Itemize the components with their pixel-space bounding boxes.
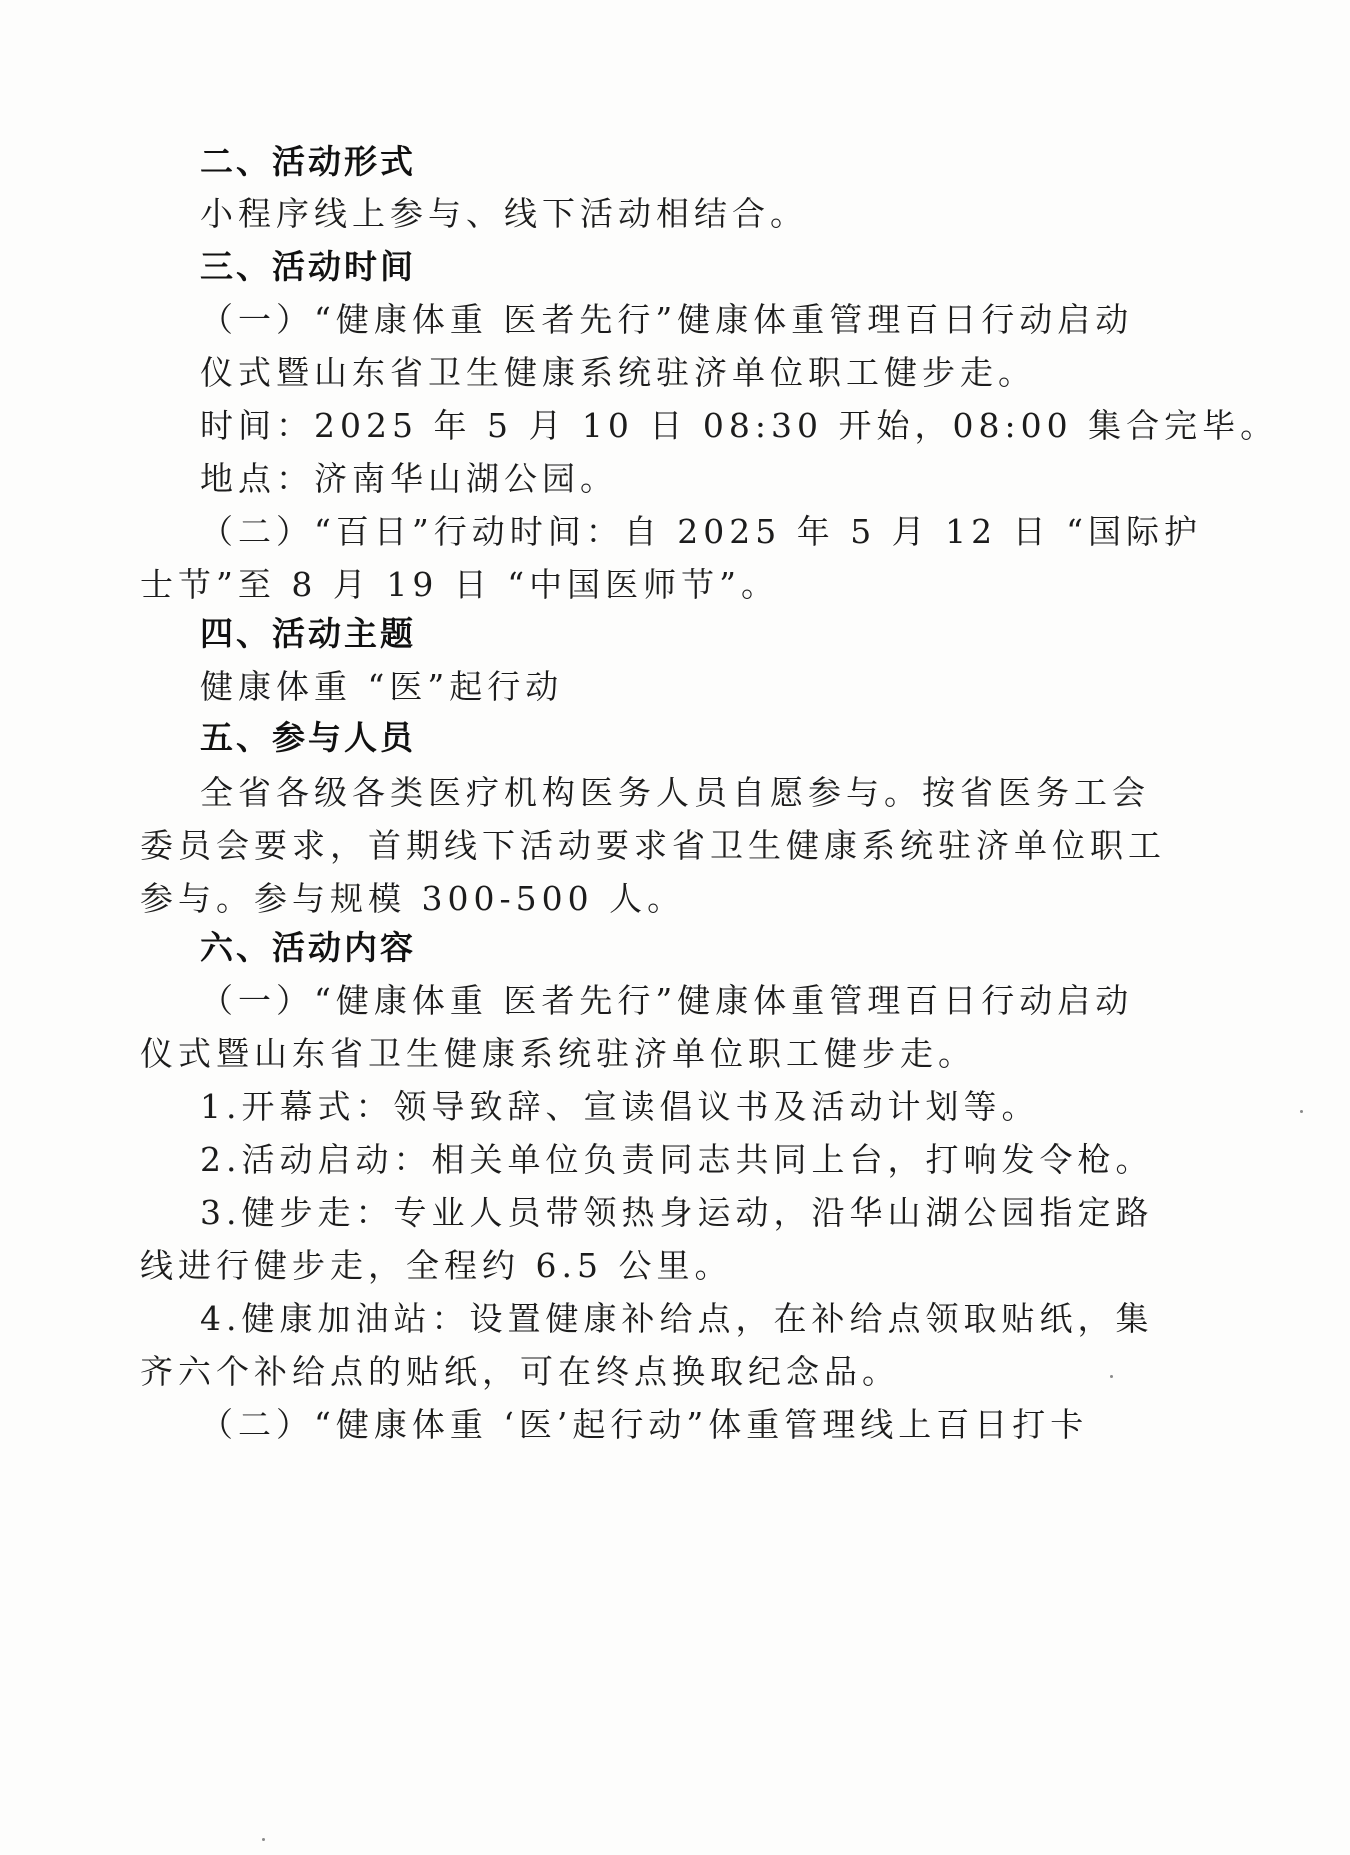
scan-speck <box>1300 1110 1303 1113</box>
section-heading-content: 六、活动内容 <box>200 928 416 967</box>
time-line: 时间：2025 年 5 月 10 日 08:30 开始，08:00 集合完毕。 <box>200 406 1279 445</box>
content-step3-line2: 线进行健步走，全程约 6.5 公里。 <box>140 1246 733 1285</box>
participants-line3: 参与。参与规模 300-500 人。 <box>140 879 686 918</box>
section-heading-form: 二、活动形式 <box>200 142 416 181</box>
place-line: 地点：济南华山湖公园。 <box>200 459 618 498</box>
content-step2: 2.活动启动：相关单位负责同志共同上台，打响发令枪。 <box>200 1140 1154 1179</box>
time-item2-line1: （二）“百日”行动时间：自 2025 年 5 月 12 日 “国际护 <box>200 512 1203 551</box>
content-item2-line1: （二）“健康体重 ‘医’起行动”体重管理线上百日打卡 <box>200 1405 1089 1444</box>
content-step3-line1: 3.健步走：专业人员带领热身运动，沿华山湖公园指定路 <box>200 1193 1154 1232</box>
content-item1-line2: 仪式暨山东省卫生健康系统驻济单位职工健步走。 <box>140 1034 976 1073</box>
participants-line2: 委员会要求，首期线下活动要求省卫生健康系统驻济单位职工 <box>140 826 1166 865</box>
scan-speck <box>1110 1375 1113 1378</box>
content-step4-line1: 4.健康加油站：设置健康补给点，在补给点领取贴纸，集 <box>200 1299 1154 1338</box>
time-item1-line1: （一）“健康体重 医者先行”健康体重管理百日行动启动 <box>200 300 1134 339</box>
time-item1-line2: 仪式暨山东省卫生健康系统驻济单位职工健步走。 <box>200 353 1036 392</box>
participants-line1: 全省各级各类医疗机构医务人员自愿参与。按省医务工会 <box>200 773 1150 812</box>
section-heading-participants: 五、参与人员 <box>200 718 416 757</box>
section-heading-time: 三、活动时间 <box>200 247 416 286</box>
content-step4-line2: 齐六个补给点的贴纸，可在终点换取纪念品。 <box>140 1352 900 1391</box>
time-item2-line2: 士节”至 8 月 19 日 “中国医师节”。 <box>140 565 780 604</box>
section-form-body: 小程序线上参与、线下活动相结合。 <box>200 194 808 233</box>
scan-speck <box>262 1838 265 1841</box>
section-heading-theme: 四、活动主题 <box>200 614 416 653</box>
content-step1: 1.开幕式：领导致辞、宣读倡议书及活动计划等。 <box>200 1087 1040 1126</box>
content-item1-line1: （一）“健康体重 医者先行”健康体重管理百日行动启动 <box>200 981 1134 1020</box>
section-theme-body: 健康体重 “医”起行动 <box>200 667 564 706</box>
